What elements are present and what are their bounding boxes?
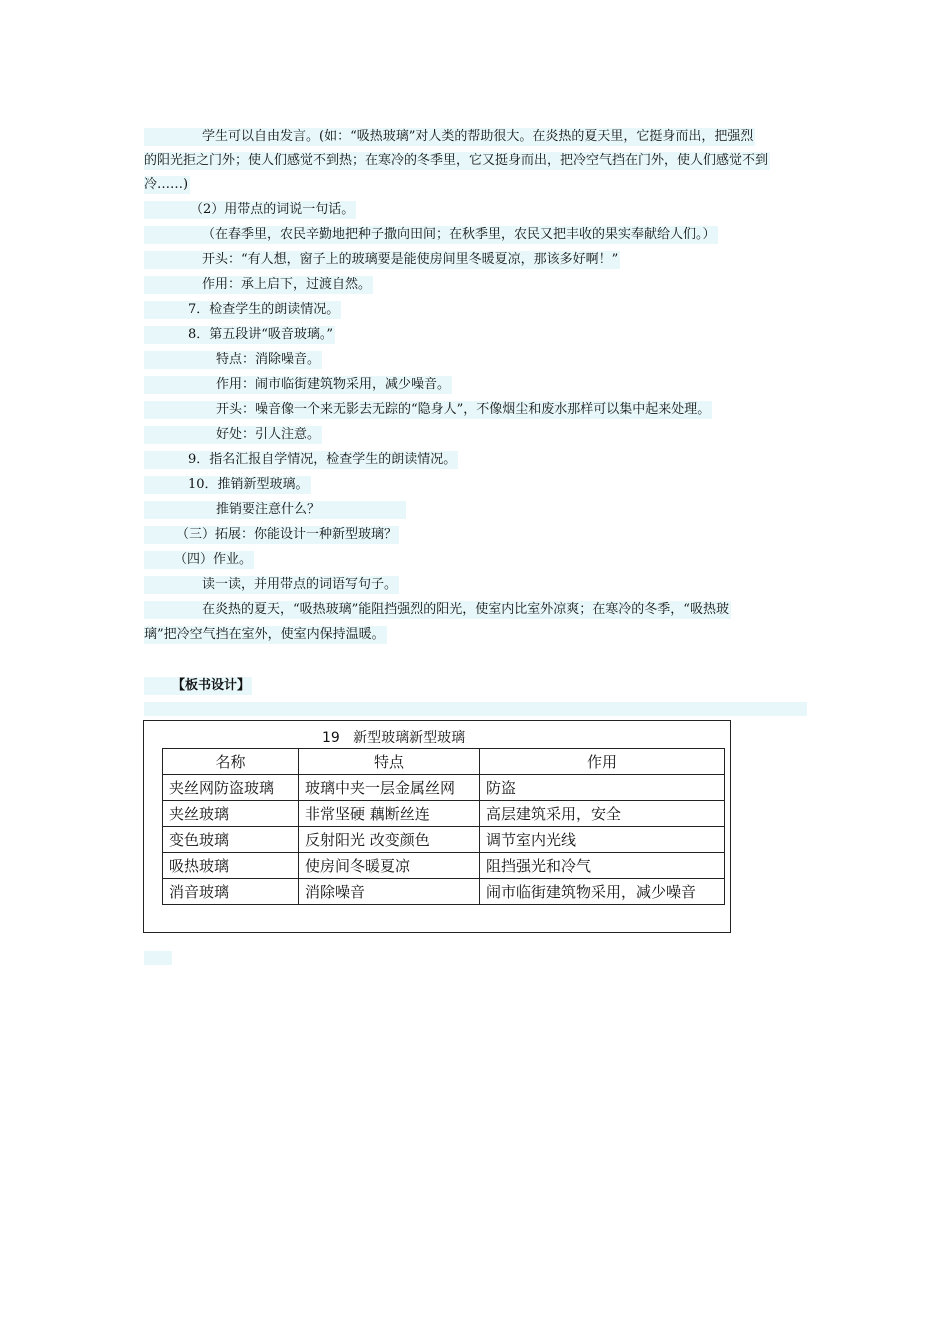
- table-cell: 非常坚硬 藕断丝连: [299, 801, 480, 827]
- paragraph-line: [144, 398, 712, 422]
- table-cell: 吸热玻璃: [163, 853, 299, 879]
- paragraph-text: 读一读，并用带点的词语写句子。: [144, 576, 399, 594]
- paragraph-text: （2）用带点的词说一句话。: [144, 201, 356, 219]
- highlight-band: [144, 702, 807, 716]
- paragraph-text: 璃”把冷空气挡在室外，使室内保持温暖。: [144, 627, 385, 642]
- table-cell: 变色玻璃: [163, 827, 299, 853]
- paragraph-text: 冷……): [144, 177, 189, 192]
- paragraph-text: 7．检查学生的朗读情况。: [144, 301, 341, 319]
- table-cell: 消除噪音: [299, 879, 480, 905]
- table-cell: 消音玻璃: [163, 879, 299, 905]
- paragraph-line: [144, 498, 406, 522]
- table-header-row: [163, 749, 725, 775]
- table-cell: 调节室内光线: [480, 827, 725, 853]
- table-row: [163, 853, 725, 879]
- paragraph-text: 在炎热的夏天，“吸热玻璃”能阻挡强烈的阳光，使室内比室外凉爽；在寒冷的冬季，“吸热玻: [144, 601, 731, 619]
- board-heading-text: 【板书设计】: [144, 677, 252, 695]
- table-cell: 防盗: [480, 775, 725, 801]
- paragraph-line: [144, 273, 373, 297]
- table-row: [163, 827, 725, 853]
- paragraph-text: 的阳光拒之门外；使人们感觉不到热；在寒冷的冬季里，它又挺身而出，把冷空气挡在门外，使人们感觉不到: [144, 153, 769, 168]
- paragraph-line: [144, 573, 399, 597]
- paragraph-line: [144, 223, 718, 247]
- paragraph-text: 作用：承上启下，过渡自然。: [144, 276, 373, 294]
- paragraph-text: 9．指名汇报自学情况，检查学生的朗读情况。: [144, 451, 458, 469]
- paragraph-text: 特点：消除噪音。: [144, 351, 322, 369]
- table-cell: 玻璃中夹一层金属丝网: [299, 775, 480, 801]
- table-cell: 高层建筑采用，安全: [480, 801, 725, 827]
- column-header-use: 作用: [480, 749, 725, 775]
- paragraph-line: [144, 423, 322, 447]
- paragraph-text: （四）作业。: [144, 551, 254, 569]
- paragraph-line: [144, 198, 356, 222]
- table-cell: 阻挡强光和冷气: [480, 853, 725, 879]
- paragraph-text: 开头：“有人想，窗子上的玻璃要是能使房间里冬暖夏凉，那该多好啊！”: [144, 251, 620, 269]
- table-cell: 夹丝网防盗玻璃: [163, 775, 299, 801]
- table-cell: 使房间冬暖夏凉: [299, 853, 480, 879]
- table-row: [163, 879, 725, 905]
- paragraph-line: [144, 523, 399, 547]
- paragraph-text: （在春季里，农民辛勤地把种子撒向田间；在秋季里，农民又把丰收的果实奉献给人们。）: [144, 226, 718, 244]
- column-header-name: 名称: [163, 749, 299, 775]
- paragraph-text: 开头：噪音像一个来无影去无踪的“隐身人”，不像烟尘和废水那样可以集中起来处理。: [144, 401, 712, 419]
- paragraph-line: [144, 373, 452, 397]
- table-cell: 反射阳光 改变颜色: [299, 827, 480, 853]
- paragraph-line: [144, 348, 322, 372]
- board-title: 19 新型玻璃新型玻璃: [322, 730, 466, 746]
- board-table: [162, 748, 725, 905]
- paragraph-line: [144, 623, 387, 647]
- highlight-band-end: [144, 951, 172, 965]
- paragraph-line: [144, 473, 311, 497]
- paragraph-text: 学生可以自由发言。(如：“吸热玻璃”对人类的帮助很大。在炎热的夏天里，它挺身而出，把强烈: [144, 128, 755, 146]
- paragraph-text: 8．第五段讲“吸音玻璃。”: [144, 326, 335, 344]
- paragraph-line: [144, 548, 254, 572]
- paragraph-line: [144, 448, 458, 472]
- paragraph-line: [144, 125, 755, 149]
- paragraph-line: [144, 598, 731, 622]
- paragraph-line: [144, 149, 770, 173]
- table-cell: 夹丝玻璃: [163, 801, 299, 827]
- paragraph-text: 推销要注意什么？: [144, 501, 406, 519]
- board-heading: [144, 674, 252, 698]
- table-row: [163, 775, 725, 801]
- paragraph-line: [144, 173, 190, 197]
- column-header-feature: 特点: [299, 749, 480, 775]
- paragraph-text: 好处：引人注意。: [144, 426, 322, 444]
- paragraph-line: [144, 298, 341, 322]
- table-row: [163, 801, 725, 827]
- paragraph-line: [144, 248, 620, 272]
- paragraph-text: 10．推销新型玻璃。: [144, 476, 311, 494]
- table-cell: 闹市临街建筑物采用，减少噪音: [480, 879, 725, 905]
- paragraph-line: [144, 323, 335, 347]
- paragraph-text: 作用：闹市临街建筑物采用，减少噪音。: [144, 376, 452, 394]
- paragraph-text: （三）拓展：你能设计一种新型玻璃？: [144, 526, 399, 544]
- board-table-frame: [143, 720, 731, 933]
